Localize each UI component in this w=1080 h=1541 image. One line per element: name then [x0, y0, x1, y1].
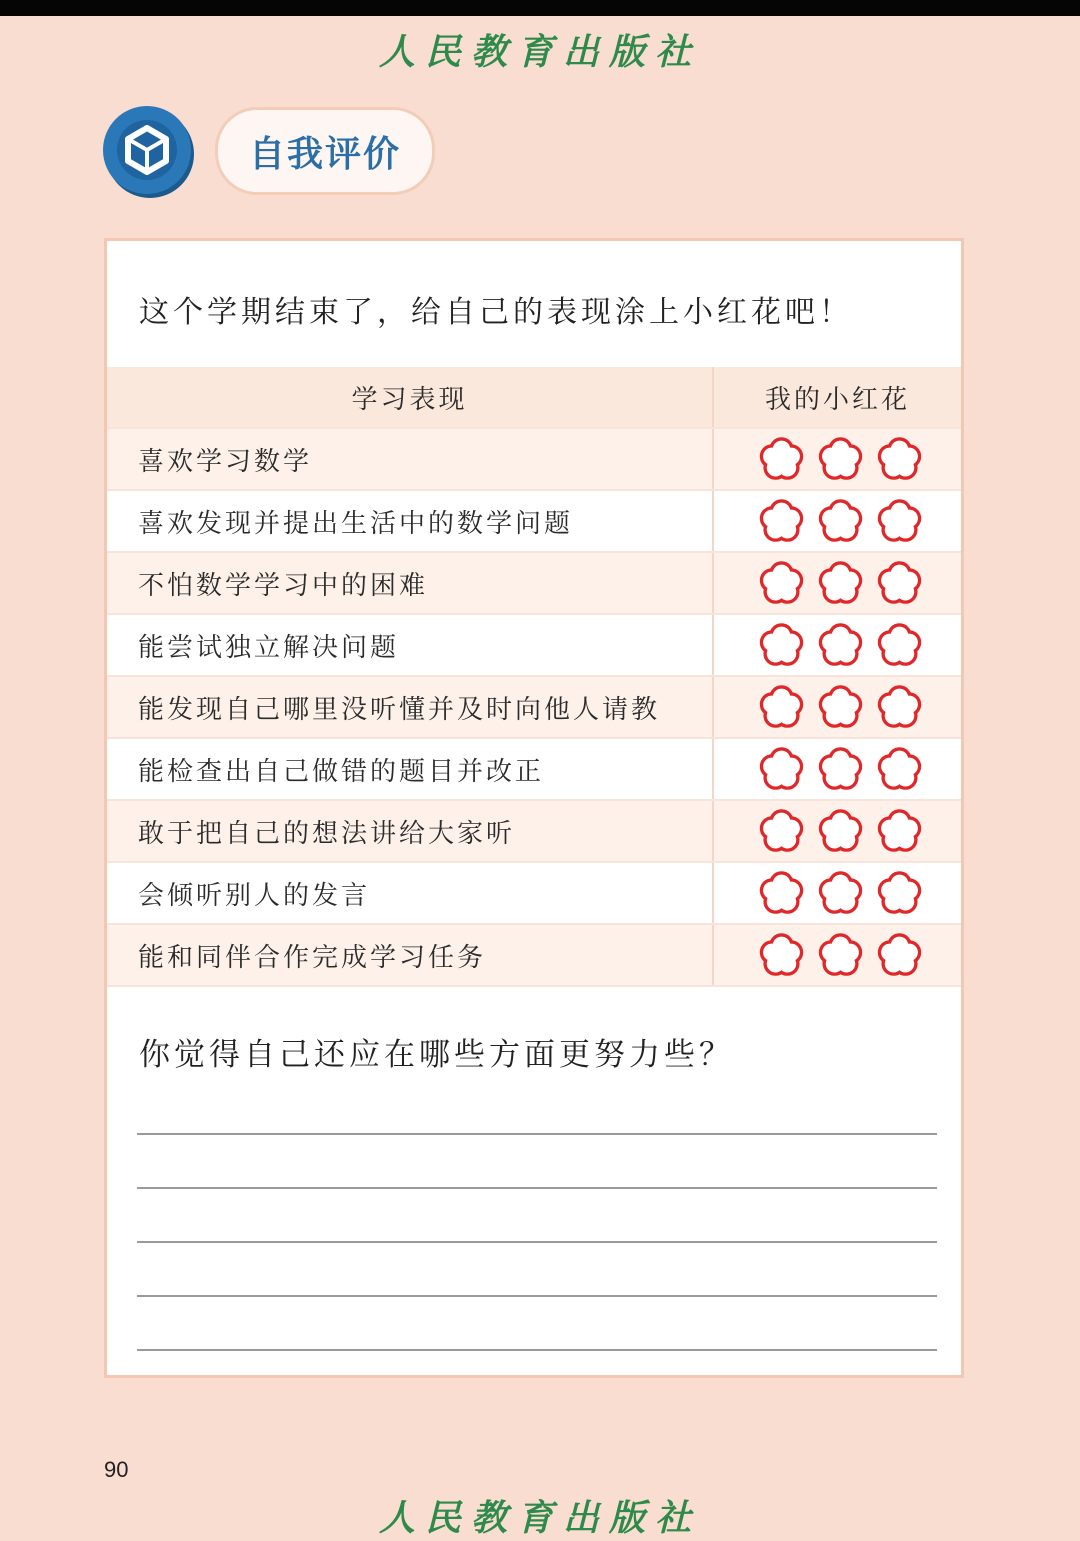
red-flower-outline-icon[interactable] [876, 808, 923, 855]
red-flower-outline-icon[interactable] [876, 932, 923, 979]
red-flower-outline-icon[interactable] [817, 622, 864, 669]
table-row [107, 676, 961, 738]
flower-cell [713, 552, 961, 614]
performance-item: 能检查出自己做错的题目并改正 [107, 738, 713, 800]
red-flower-outline-icon[interactable] [758, 498, 805, 545]
red-flower-outline-icon[interactable] [758, 870, 805, 917]
flower-cell [713, 862, 961, 924]
header-performance: 学习表现 [107, 367, 713, 428]
answer-line[interactable] [137, 1187, 937, 1189]
red-flower-outline-icon[interactable] [817, 684, 864, 731]
table-row [107, 800, 961, 862]
flower-cell [713, 428, 961, 490]
performance-item: 能尝试独立解决问题 [107, 614, 713, 676]
header-flowers: 我的小红花 [713, 367, 961, 428]
red-flower-outline-icon[interactable] [817, 560, 864, 607]
performance-item: 敢于把自己的想法讲给大家听 [107, 800, 713, 862]
cube-badge-icon [103, 106, 191, 194]
flower-cell [713, 676, 961, 738]
table-row [107, 862, 961, 924]
performance-item: 喜欢学习数学 [107, 428, 713, 490]
performance-item: 喜欢发现并提出生活中的数学问题 [107, 490, 713, 552]
answer-line[interactable] [137, 1133, 937, 1135]
flower-cell [713, 490, 961, 552]
red-flower-outline-icon[interactable] [758, 932, 805, 979]
red-flower-outline-icon[interactable] [758, 560, 805, 607]
answer-line[interactable] [137, 1349, 937, 1351]
reflection-question: 你觉得自己还应在哪些方面更努力些？ [139, 1037, 734, 1073]
table-row [107, 924, 961, 986]
answer-line[interactable] [137, 1295, 937, 1297]
performance-item: 不怕数学学习中的困难 [107, 552, 713, 614]
red-flower-outline-icon[interactable] [758, 808, 805, 855]
red-flower-outline-icon[interactable] [817, 932, 864, 979]
page-number: 90 [104, 1457, 129, 1482]
performance-item: 能发现自己哪里没听懂并及时向他人请教 [107, 676, 713, 738]
flower-cell [713, 924, 961, 986]
table-header-row [107, 367, 961, 428]
publisher-header: 人民教育出版社 [378, 31, 701, 73]
table-row [107, 428, 961, 490]
publisher-footer: 人民教育出版社 [378, 1497, 701, 1539]
red-flower-outline-icon[interactable] [876, 746, 923, 793]
red-flower-outline-icon[interactable] [817, 746, 864, 793]
red-flower-outline-icon[interactable] [817, 436, 864, 483]
top-bar [0, 0, 1080, 16]
evaluation-card [104, 238, 964, 1378]
flower-cell [713, 800, 961, 862]
red-flower-outline-icon[interactable] [876, 622, 923, 669]
answer-line[interactable] [137, 1241, 937, 1243]
red-flower-outline-icon[interactable] [876, 684, 923, 731]
red-flower-outline-icon[interactable] [758, 684, 805, 731]
red-flower-outline-icon[interactable] [817, 498, 864, 545]
section-title-pill [215, 107, 435, 195]
table-row [107, 738, 961, 800]
red-flower-outline-icon[interactable] [758, 622, 805, 669]
red-flower-outline-icon[interactable] [876, 498, 923, 545]
section-title: 自我评价 [248, 133, 401, 175]
red-flower-outline-icon[interactable] [758, 746, 805, 793]
table-row [107, 614, 961, 676]
red-flower-outline-icon[interactable] [817, 870, 864, 917]
red-flower-outline-icon[interactable] [876, 870, 923, 917]
performance-item: 会倾听别人的发言 [107, 862, 713, 924]
evaluation-table [107, 367, 961, 987]
flower-cell [713, 738, 961, 800]
table-row [107, 490, 961, 552]
red-flower-outline-icon[interactable] [876, 560, 923, 607]
red-flower-outline-icon[interactable] [817, 808, 864, 855]
red-flower-outline-icon[interactable] [876, 436, 923, 483]
intro-text: 这个学期结束了，给自己的表现涂上小红花吧！ [139, 295, 853, 330]
red-flower-outline-icon[interactable] [758, 436, 805, 483]
performance-item: 能和同伴合作完成学习任务 [107, 924, 713, 986]
flower-cell [713, 614, 961, 676]
table-row [107, 552, 961, 614]
